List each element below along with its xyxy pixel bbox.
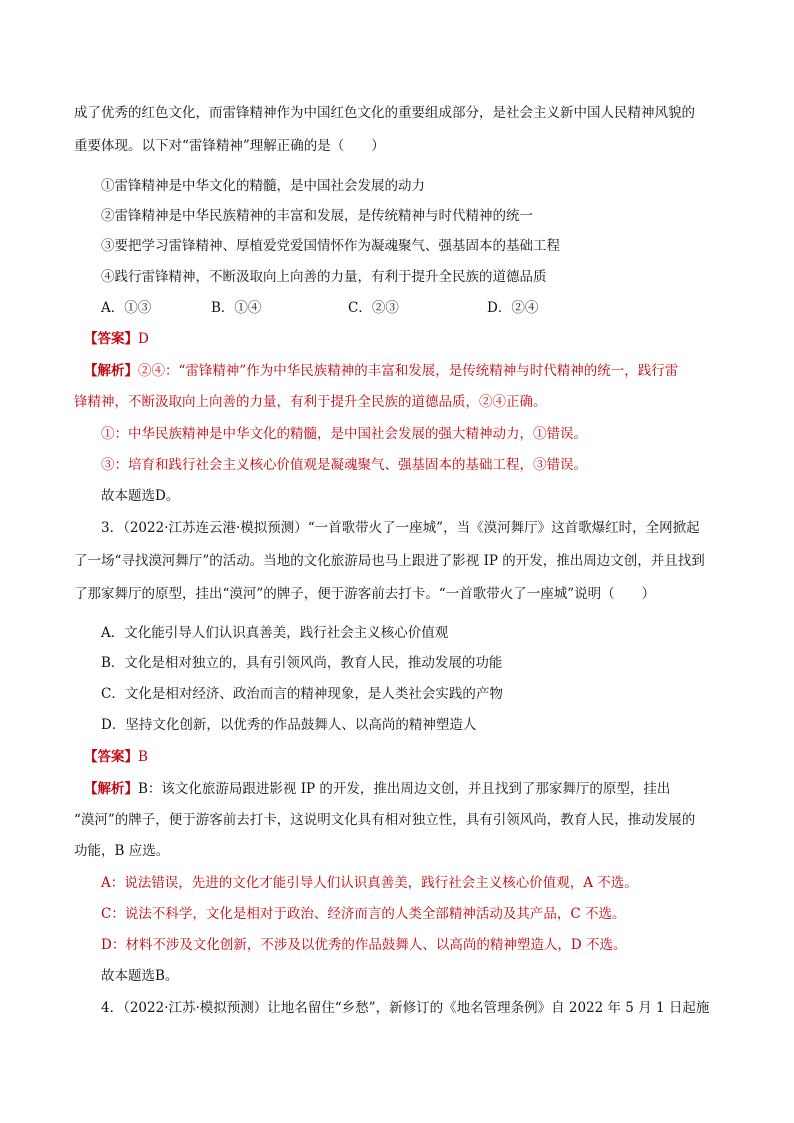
q3-analysis-line-3: 功能，B 应选。 — [74, 843, 170, 859]
q2-analysis-label: 【解析】 — [84, 363, 138, 379]
q4-stem-line-1: 4．（2022·江苏·模拟预测）让地名留住“乡愁”，新修订的《地名管理条例》自 2022 年 5 月 1 日起施 — [101, 1000, 710, 1016]
q2-statement-2: ②雷锋精神是中华民族精神的丰富和发展，是传统精神与时代精神的统一 — [101, 208, 533, 224]
q3-wrong-d: D：材料不涉及文化创新，不涉及以优秀的作品鼓舞人、以高尚的精神塑造人，D 不选。 — [101, 937, 627, 953]
q3-answer-label: 【答案】 — [84, 749, 138, 765]
q2-answer — [84, 330, 149, 348]
q3-stem-line-3: 了那家舞厅的原型，挂出“漠河”的牌子，便于游客前去打卡。“一首歌带火了一座城”说明（ ） — [74, 586, 656, 602]
q3-answer — [84, 748, 148, 766]
q3-analysis-text-1: B：该文化旅游局跟进影视 IP 的开发，推出周边文创，并且找到了那家舞厅的原型，挂出 — [138, 781, 671, 797]
q2-answer-value: D — [138, 331, 149, 347]
q2-wrong-1: ①：中华民族精神是中华文化的精髓，是中国社会发展的强大精神动力，①错误。 — [101, 426, 587, 442]
q3-wrong-a: A：说法错误，先进的文化才能引导人们认识真善美，践行社会主义核心价值观，A 不选。 — [101, 875, 638, 891]
q2-statement-1: ①雷锋精神是中华文化的精髓，是中国社会发展的动力 — [101, 178, 425, 194]
q3-analysis-line-2: “漠河”的牌子，便于游客前去打卡，这说明文化具有相对独立性，具有引领风尚，教育人民，推动发展的 — [74, 812, 696, 828]
q3-option-b: B．文化是相对独立的，具有引领风尚，教育人民，推动发展的功能 — [101, 655, 503, 671]
q3-analysis-line-1 — [84, 780, 670, 798]
q3-wrong-c: C：说法不科学，文化是相对于政治、经济而言的人类全部精神活动及其产品，C 不选。 — [101, 906, 626, 922]
q3-option-d: D．坚持文化创新，以优秀的作品鼓舞人、以高尚的精神塑造人 — [101, 717, 477, 733]
q3-stem-line-1: 3．（2022·江苏连云港·模拟预测）“一首歌带火了一座城”，当《漠河舞厅》这首歌爆红时，全网掀起 — [101, 520, 700, 536]
q3-option-a: A．文化能引导人们认识真善美，践行社会主义核心价值观 — [101, 625, 449, 641]
q2-stem-line-1: 成了优秀的红色文化，而雷锋精神作为中国红色文化的重要组成部分，是社会主义新中国人民精神风貌的 — [74, 105, 695, 121]
q2-option-c: C．②③ — [348, 300, 399, 316]
q2-option-d: D．②④ — [487, 300, 539, 316]
q2-analysis-text-1: ②④：“雷锋精神”作为中华民族精神的丰富和发展，是传统精神与时代精神的统一，践行雷 — [138, 363, 679, 379]
q2-conclusion: 故本题选D。 — [101, 488, 180, 504]
q2-wrong-2: ③：培育和践行社会主义核心价值观是凝魂聚气、强基固本的基础工程，③错误。 — [101, 457, 587, 473]
q2-stem-line-2: 重要体现。以下对“雷锋精神”理解正确的是（ ） — [74, 138, 385, 154]
q3-answer-value: B — [138, 749, 148, 765]
q3-conclusion: 故本题选B。 — [101, 968, 179, 984]
q3-option-c: C．文化是相对经济、政治而言的精神现象，是人类社会实践的产物 — [101, 686, 503, 702]
q2-statement-3: ③要把学习雷锋精神、厚植爱党爱国情怀作为凝魂聚气、强基固本的基础工程 — [101, 238, 560, 254]
q3-analysis-label: 【解析】 — [84, 781, 138, 797]
q3-stem-line-2: 了一场“寻找漠河舞厅”的活动。当地的文化旅游局也马上跟进了影视 IP 的开发，推出周边文创，并且找到 — [74, 553, 705, 569]
q2-statement-4: ④践行雷锋精神，不断汲取向上向善的力量，有利于提升全民族的道德品质 — [101, 269, 547, 285]
q2-analysis-line-2: 锋精神，不断汲取向上向善的力量，有利于提升全民族的道德品质，②④正确。 — [74, 394, 547, 410]
q2-analysis-line-1 — [84, 362, 678, 380]
q2-answer-label: 【答案】 — [84, 331, 138, 347]
q2-option-a: A．①③ — [101, 300, 152, 316]
q2-option-b: B．①④ — [211, 300, 262, 316]
